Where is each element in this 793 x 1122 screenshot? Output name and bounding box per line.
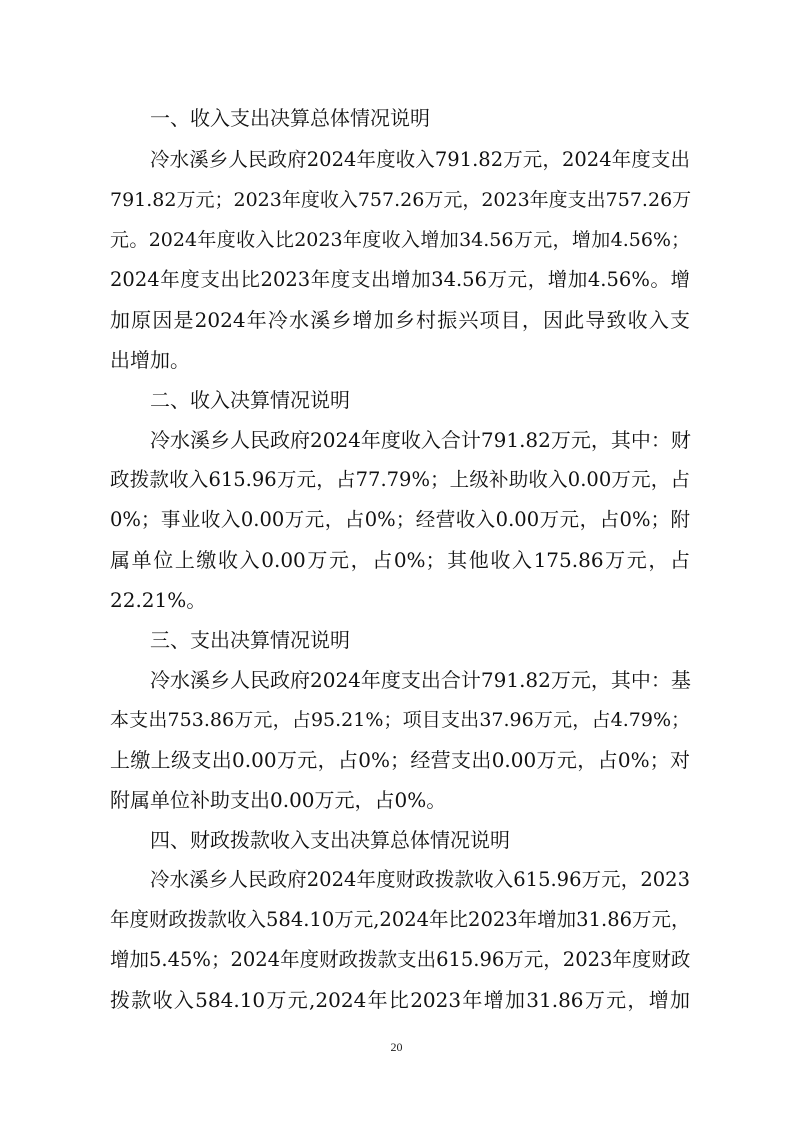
paragraph-line: 791.82万元；2023年度收入757.26万元，2023年度支出757.26万	[110, 189, 692, 211]
paragraph-line: 拨款收入584.10万元,2024年比2023年增加31.86万元，增加	[110, 988, 690, 1012]
section-2-heading: 二、收入决算情况说明	[150, 388, 350, 412]
section-4-heading: 四、财政拨款收入支出决算总体情况说明	[150, 828, 510, 852]
section-1-heading: 一、收入支出决算总体情况说明	[150, 106, 430, 130]
page-number: 20	[390, 1040, 403, 1054]
paragraph-line: 0%；事业收入0.00万元，占0%；经营收入0.00万元，占0%；附	[110, 508, 690, 531]
section-3-heading: 三、支出决算情况说明	[150, 628, 350, 652]
paragraph-line: 2024年度支出比2023年度支出增加34.56万元，增加4.56%。增	[110, 268, 690, 291]
paragraph-line: 附属单位补助支出0.00万元，占0%。	[110, 788, 447, 812]
paragraph-line: 加原因是2024年冷水溪乡增加乡村振兴项目，因此导致收入支	[110, 308, 690, 332]
paragraph-line: 属单位上缴收入0.00万元，占0%；其他收入175.86万元，占	[110, 548, 690, 572]
paragraph-line: 年度财政拨款收入584.10万元,2024年比2023年增加31.86万元，	[110, 908, 691, 931]
paragraph-line: 政拨款收入615.96万元，占77.79%；上级补助收入0.00万元，占	[110, 468, 690, 491]
paragraph-line: 上缴上级支出0.00万元，占0%；经营支出0.00万元，占0%；对	[110, 748, 690, 772]
paragraph-line: 本支出753.86万元，占95.21%；项目支出37.96万元，占4.79%；	[110, 709, 690, 731]
paragraph-line: 冷水溪乡人民政府2024年度支出合计791.82万元，其中：基	[150, 668, 691, 692]
paragraph-line: 增加5.45%；2024年度财政拨款支出615.96万元，2023年度财政	[110, 948, 691, 971]
paragraph-line: 冷水溪乡人民政府2024年度收入791.82万元，2024年度支出	[150, 148, 690, 171]
paragraph-line: 冷水溪乡人民政府2024年度收入合计791.82万元，其中：财	[150, 428, 691, 452]
paragraph-line: 出增加。	[110, 348, 190, 372]
paragraph-line: 冷水溪乡人民政府2024年度财政拨款收入615.96万元，2023	[150, 868, 690, 891]
paragraph-line: 元。2024年度收入比2023年度收入增加34.56万元，增加4.56%；	[110, 229, 690, 251]
paragraph-line: 22.21%。	[110, 588, 207, 612]
